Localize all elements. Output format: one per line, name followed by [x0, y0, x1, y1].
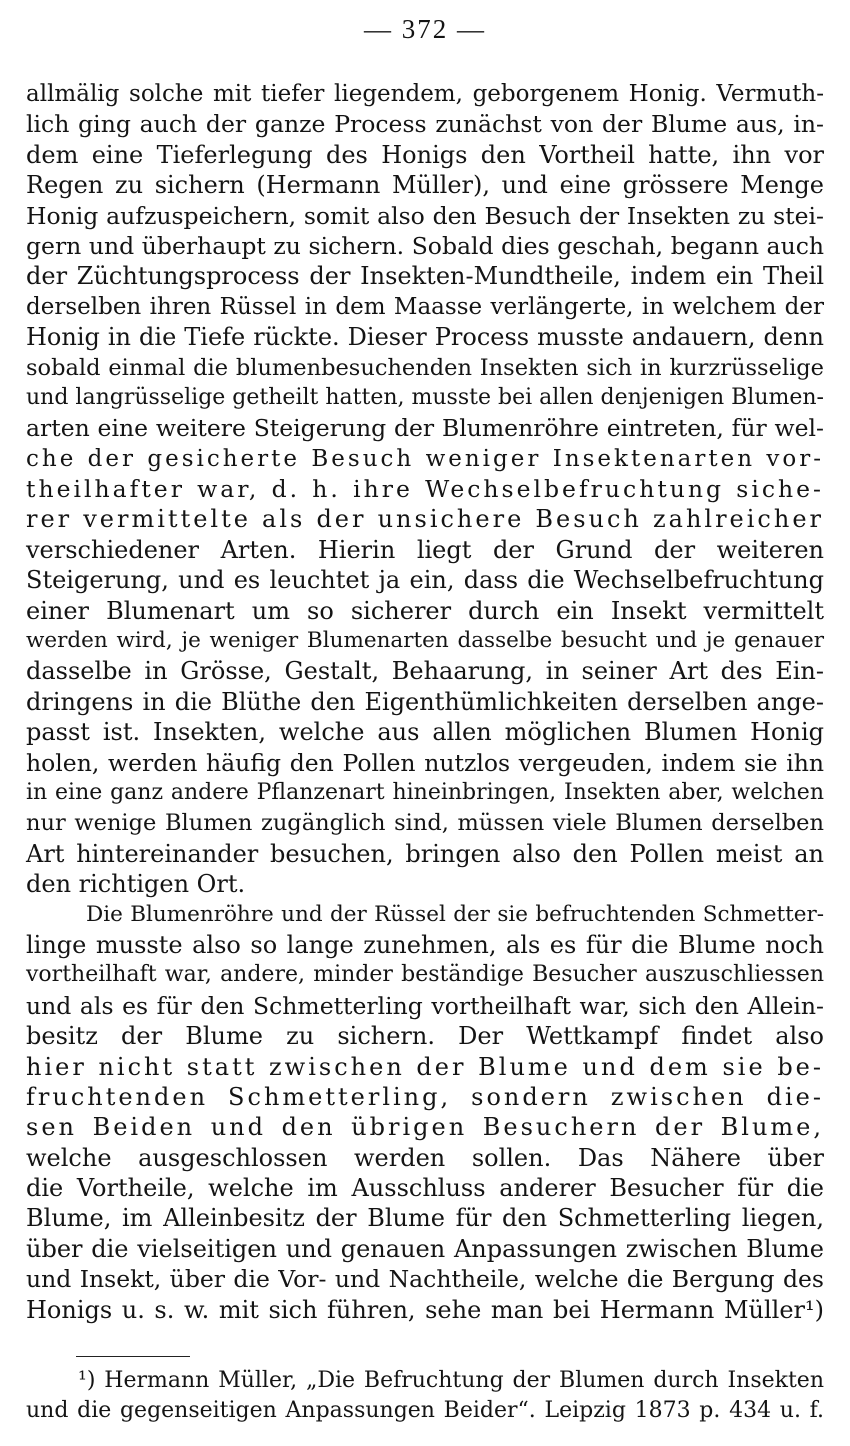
text-line-spaced: rer vermittelte als der unsichere Besuch zahlreicher [26, 505, 824, 534]
footnote-line: und die gegenseitigen Anpassungen Beider“. Leipzig 1873 p. 434 u. f. [26, 1398, 824, 1423]
text-line: dasselbe in Grösse, Gestalt, Behaarung, in seiner Art des Ein- [26, 657, 824, 686]
text-line: dringens in die Blüthe den Eigenthümlichkeiten derselben ange- [26, 687, 824, 716]
text-line: linge musste also so lange zunehmen, als es für die Blume noch [26, 930, 824, 959]
text-line: dem eine Tieferlegung des Honigs den Vortheil hatte, ihn vor [26, 140, 824, 169]
text-line-spaced: theilhafter war, d. h. ihre Wechselbefruchtung siche- [26, 475, 824, 504]
text-line: die Vortheile, welche im Ausschluss anderer Besucher für die [26, 1174, 824, 1203]
text-line: nur wenige Blumen zugänglich sind, müssen viele Blumen derselben [26, 810, 824, 837]
text-line: einer Blumenart um so sicherer durch ein Insekt vermittelt [26, 596, 824, 625]
footnote-line: ¹) Hermann Müller, „Die Befruchtung der Blumen durch Insekten [78, 1368, 824, 1393]
text-line-paragraph-start: Die Blumenröhre und der Rüssel der sie befruchtenden Schmetter- [86, 901, 824, 927]
text-line: arten eine weitere Steigerung der Blumenröhre eintreten, für wel- [26, 414, 824, 443]
text-line: der Züchtungsprocess der Insekten-Mundtheile, indem ein Theil [26, 262, 824, 291]
footnote-rule [76, 1356, 190, 1357]
text-line-spaced: hier nicht statt zwischen der Blume und dem sie be- [26, 1052, 824, 1081]
text-line: werden wird, je weniger Blumenarten dasselbe besucht und je genauer [26, 628, 824, 654]
text-line: sobald einmal die blumenbesuchenden Insekten sich in kurzrüsselige [26, 354, 824, 381]
body-text [26, 79, 824, 1325]
text-line: besitz der Blume zu sichern. Der Wettkampf findet also [26, 1022, 824, 1051]
text-line-spaced: sen Beiden und den übrigen Besuchern der Blume, [26, 1113, 824, 1142]
text-line: Blume, im Alleinbesitz der Blume für den Schmetterling liegen, [26, 1204, 824, 1233]
text-line: welche ausgeschlossen werden sollen. Das Nähere über [26, 1143, 824, 1172]
text-line: Steigerung, und es leuchtet ja ein, dass die Wechselbefruchtung [26, 566, 824, 595]
page-number: — 372 — [364, 14, 486, 44]
text-line-spaced: che der gesicherte Besuch weniger Insektenarten vor- [26, 445, 824, 472]
text-line: derselben ihren Rüssel in dem Maasse verlängerte, in welchem der [26, 293, 824, 320]
text-line: Honig aufzuspeichern, somit also den Besuch der Insekten zu stei- [26, 201, 824, 230]
text-line: lich ging auch der ganze Process zunächst von der Blume aus, in- [26, 110, 824, 139]
text-line: und als es für den Schmetterling vortheilhaft war, sich den Allein- [26, 991, 824, 1020]
text-line: Honig in die Tiefe rückte. Dieser Process musste andauern, denn [26, 323, 824, 352]
text-line: allmälig solche mit tiefer liegendem, geborgenem Honig. Vermuth- [26, 81, 824, 107]
footnote [26, 1366, 824, 1426]
text-line: holen, werden häufig den Pollen nutzlos vergeuden, indem sie ihn [26, 748, 824, 777]
text-line-paragraph-end: den richtigen Ort. [26, 870, 246, 899]
text-line: Regen zu sichern (Hermann Müller), und eine grössere Menge [26, 171, 824, 200]
text-line: und Insekt, über die Vor- und Nachtheile, welche die Bergung des [26, 1265, 824, 1294]
text-line: gern und überhaupt zu sichern. Sobald dies geschah, begann auch [26, 231, 824, 260]
text-line: verschiedener Arten. Hierin liegt der Grund der weiteren [26, 535, 824, 564]
text-line: über die vielseitigen und genauen Anpassungen zwischen Blume [26, 1234, 824, 1263]
text-line: und langrüsselige getheilt hatten, musste bei allen denjenigen Blumen- [26, 384, 824, 410]
text-line: Art hintereinander besuchen, bringen also den Pollen meist an [26, 839, 824, 868]
text-line-spaced: fruchtenden Schmetterling, sondern zwischen die- [26, 1082, 824, 1111]
text-line: passt ist. Insekten, welche aus allen möglichen Blumen Honig [26, 718, 824, 747]
text-line: Honigs u. s. w. mit sich führen, sehe man bei Hermann Müller¹) [26, 1295, 824, 1324]
text-line: in eine ganz andere Pflanzenart hineinbringen, Insekten aber, welchen [26, 779, 824, 805]
text-line: vortheilhaft war, andere, minder beständige Besucher auszuschliessen [26, 962, 824, 988]
